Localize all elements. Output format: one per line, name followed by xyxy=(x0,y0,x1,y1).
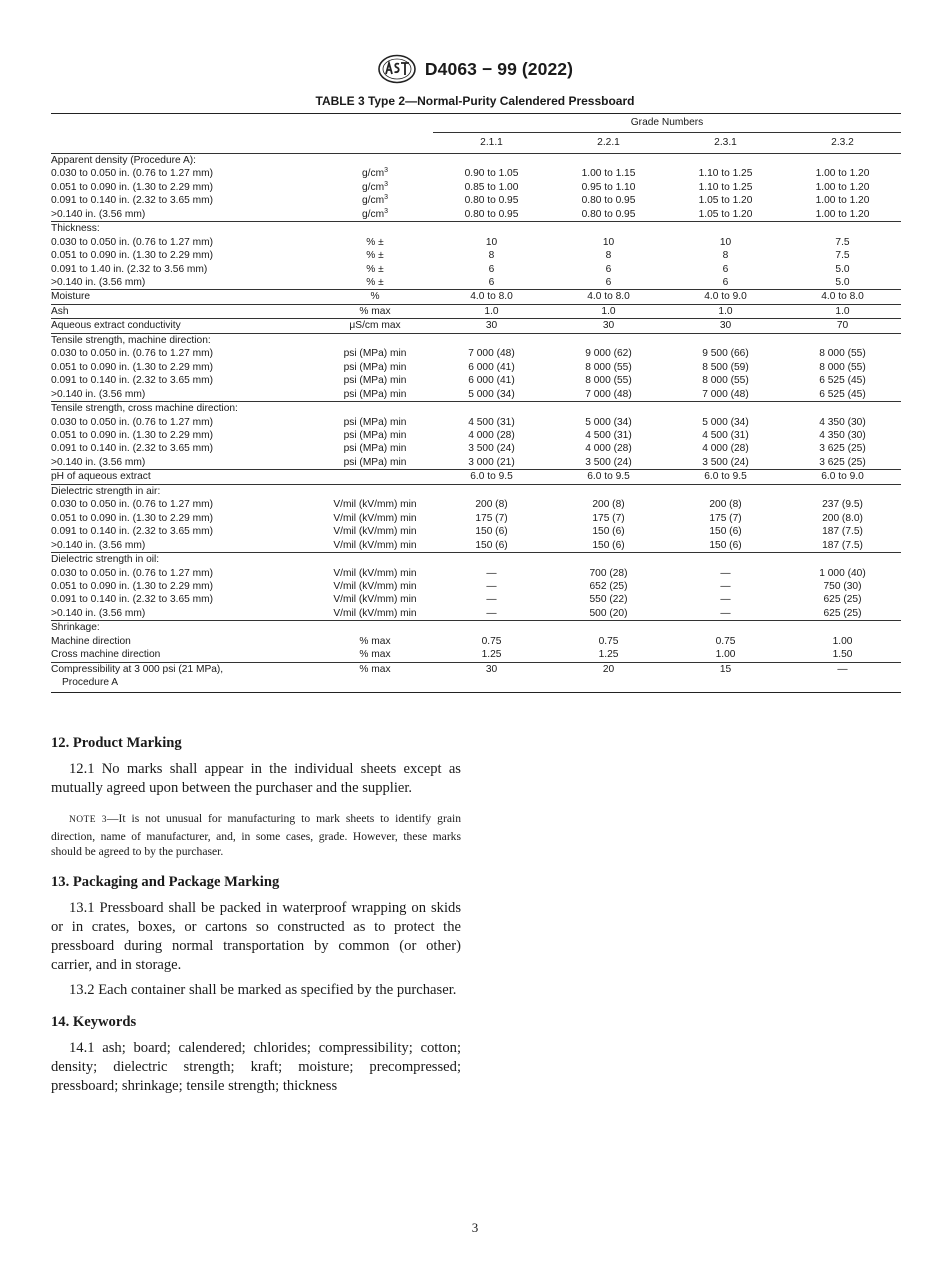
value-cell: 3 000 (21) xyxy=(433,456,550,470)
table-row xyxy=(51,648,901,662)
note-text: —It is not unusual for manufacturing to mark sheets to identify grain direction, name of manufacturer, and, in some cases, grade. However, these marks should be agreed to by the purchaser. xyxy=(51,812,461,858)
table-row xyxy=(51,498,901,511)
section-heading-row xyxy=(51,484,901,498)
value-cell: 6 525 (45) xyxy=(819,375,866,387)
value-cell: 1.00 to 1.20 xyxy=(784,208,901,222)
row-unit xyxy=(317,525,433,538)
spec-table xyxy=(51,113,901,693)
row-label: 0.091 to 0.140 in. (2.32 to 3.65 mm) xyxy=(51,594,213,606)
value-cell: 10 xyxy=(485,236,498,248)
row-label: 0.091 to 0.140 in. (2.32 to 3.65 mm) xyxy=(51,195,213,207)
section-heading-row xyxy=(51,402,901,416)
header-spacer xyxy=(317,133,433,153)
table-row xyxy=(51,347,901,360)
row-unit xyxy=(317,648,433,662)
row-label-line: Compressibility at 3 000 psi (21 MPa), xyxy=(51,663,224,675)
value-cell: 6 xyxy=(605,263,612,275)
value-cell: 187 (7.5) xyxy=(784,539,901,553)
section-heading: Dielectric strength in oil: xyxy=(51,554,160,566)
table-row xyxy=(51,194,901,207)
value-cell: 150 (6) xyxy=(475,526,508,538)
grade-header: 2.1.1 xyxy=(433,133,550,153)
value-cell: 70 xyxy=(784,319,901,333)
value-cell: 700 (28) xyxy=(589,567,628,579)
spec-table-container xyxy=(51,113,900,693)
row-unit xyxy=(317,442,433,455)
row-unit xyxy=(317,635,433,648)
unit-text: % max xyxy=(359,649,391,661)
row-label: 0.030 to 0.050 in. (0.76 to 1.27 mm) xyxy=(51,236,213,248)
value-cell: 6.0 to 9.5 xyxy=(550,470,667,484)
row-label: 0.051 to 0.090 in. (1.30 to 2.29 mm) xyxy=(51,512,213,524)
value-cell: 5 000 (34) xyxy=(585,416,632,428)
grade-header: 2.2.1 xyxy=(550,133,667,153)
unit-superscript: 3 xyxy=(384,167,388,175)
section-heading-13: 13. Packaging and Package Marking xyxy=(51,873,280,890)
value-cell: 1.50 xyxy=(784,648,901,662)
document-header xyxy=(0,52,950,86)
value-cell: 4 500 (31) xyxy=(468,416,515,428)
value-cell: 7 000 (48) xyxy=(468,348,515,360)
value-cell: 8 500 (59) xyxy=(702,361,749,373)
row-unit xyxy=(317,456,433,470)
row-unit xyxy=(317,194,433,207)
value-cell: 8 000 (55) xyxy=(702,375,749,387)
unit-superscript: 3 xyxy=(384,194,388,202)
row-label: Machine direction xyxy=(51,635,131,647)
value-cell: 6 525 (45) xyxy=(784,388,901,402)
unit-text: V/mil (kV/mm) min xyxy=(333,526,417,538)
value-cell: 6.0 to 9.5 xyxy=(667,470,784,484)
row-label: 0.051 to 0.090 in. (1.30 to 2.29 mm) xyxy=(51,429,213,441)
grade-header: 2.3.2 xyxy=(784,133,901,153)
row-label xyxy=(51,662,317,692)
value-cell: 4 000 (28) xyxy=(702,443,749,455)
unit-text: psi (MPa) min xyxy=(343,416,407,428)
value-cell: — xyxy=(720,594,731,606)
value-cell: 187 (7.5) xyxy=(822,526,863,538)
value-cell: 4.0 to 8.0 xyxy=(784,290,901,304)
value-cell: — xyxy=(667,607,784,621)
unit-text: psi (MPa) min xyxy=(343,375,407,387)
grade-numbers-header: Grade Numbers xyxy=(433,114,901,133)
value-cell: 6.0 to 9.5 xyxy=(433,470,550,484)
section-heading-row xyxy=(51,333,901,347)
row-unit xyxy=(317,567,433,580)
value-cell: 0.75 xyxy=(598,635,619,647)
section-heading: Tensile strength, machine direction: xyxy=(51,334,211,346)
value-cell: — xyxy=(784,662,901,692)
row-unit xyxy=(317,416,433,429)
unit-text: psi (MPa) min xyxy=(343,348,407,360)
value-cell: 500 (20) xyxy=(550,607,667,621)
value-cell: 7.5 xyxy=(835,250,850,262)
grade-header: 2.3.1 xyxy=(667,133,784,153)
row-label: pH of aqueous extract xyxy=(51,470,317,484)
value-cell: 9 000 (62) xyxy=(585,348,632,360)
row-label: Ash xyxy=(51,304,317,318)
unit-text: % max xyxy=(359,305,391,317)
row-label: 0.030 to 0.050 in. (0.76 to 1.27 mm) xyxy=(51,416,213,428)
value-cell: 175 (7) xyxy=(592,512,625,524)
section-heading-12: 12. Product Marking xyxy=(51,735,182,751)
value-cell: 1.00 to 1.20 xyxy=(815,195,870,207)
row-label: 0.051 to 0.090 in. (1.30 to 2.29 mm) xyxy=(51,580,213,592)
row-unit xyxy=(317,429,433,442)
value-cell: 9 500 (66) xyxy=(702,348,749,360)
row-label: 0.030 to 0.050 in. (0.76 to 1.27 mm) xyxy=(51,348,213,360)
value-cell: 0.80 to 0.95 xyxy=(433,208,550,222)
unit-text: μS/cm max xyxy=(349,320,401,332)
unit-text: V/mil (kV/mm) min xyxy=(333,594,417,606)
row-unit xyxy=(317,662,433,692)
value-cell: 1.00 xyxy=(832,635,853,647)
unit-text: V/mil (kV/mm) min xyxy=(333,607,417,619)
unit-text: % max xyxy=(359,635,391,647)
value-cell: 8 000 (55) xyxy=(585,361,632,373)
table-row xyxy=(51,512,901,525)
table-row xyxy=(51,470,901,484)
row-unit xyxy=(317,374,433,387)
table-row xyxy=(51,249,901,262)
section-heading: Dielectric strength in air: xyxy=(51,485,161,497)
table-row xyxy=(51,388,901,402)
value-cell: 7 000 (48) xyxy=(550,388,667,402)
value-cell: 1.10 to 1.25 xyxy=(698,181,753,193)
value-cell: 3 500 (24) xyxy=(468,443,515,455)
value-cell: 4 000 (28) xyxy=(468,429,515,441)
value-cell: 5 000 (34) xyxy=(702,416,749,428)
value-cell: 0.90 to 1.05 xyxy=(464,168,519,180)
value-cell: 5.0 xyxy=(784,276,901,290)
table-row xyxy=(51,290,901,304)
body-text xyxy=(51,733,461,1096)
value-cell: 8 xyxy=(722,250,729,262)
value-cell: 6 xyxy=(488,263,495,275)
unit-text: V/mil (kV/mm) min xyxy=(333,499,417,511)
value-cell: 1.0 xyxy=(784,304,901,318)
value-cell: 4 000 (28) xyxy=(585,443,632,455)
value-cell: 4 500 (31) xyxy=(585,429,632,441)
row-unit xyxy=(317,470,433,484)
value-cell: 200 (8) xyxy=(592,499,625,511)
value-cell: 237 (9.5) xyxy=(822,499,863,511)
table-row xyxy=(51,361,901,374)
value-cell: 200 (8.0) xyxy=(822,512,863,524)
value-cell: 3 500 (24) xyxy=(550,456,667,470)
paragraph-13-2: 13.2 Each container shall be marked as specified by the purchaser. xyxy=(69,981,457,998)
value-cell: 625 (25) xyxy=(823,594,862,606)
note-label: NOTE 3 xyxy=(69,815,107,825)
value-cell: 0.75 xyxy=(715,635,736,647)
row-unit xyxy=(317,249,433,262)
row-unit xyxy=(317,580,433,593)
row-unit xyxy=(317,361,433,374)
row-label: >0.140 in. (3.56 mm) xyxy=(51,276,317,290)
section-heading-row xyxy=(51,153,901,167)
value-cell: 1.25 xyxy=(550,648,667,662)
row-label: 0.091 to 0.140 in. (2.32 to 3.65 mm) xyxy=(51,375,213,387)
value-cell: 150 (6) xyxy=(667,539,784,553)
section-heading: Thickness: xyxy=(51,223,100,235)
row-unit xyxy=(317,498,433,511)
row-label: 0.051 to 0.090 in. (1.30 to 2.29 mm) xyxy=(51,181,213,193)
row-label: 0.091 to 0.140 in. (2.32 to 3.65 mm) xyxy=(51,443,213,455)
value-cell: 0.80 to 0.95 xyxy=(550,208,667,222)
unit-superscript: 3 xyxy=(384,180,388,188)
value-cell: — xyxy=(486,567,497,579)
table-row xyxy=(51,263,901,276)
value-cell: — xyxy=(486,580,497,592)
value-cell: 7 000 (48) xyxy=(667,388,784,402)
value-cell: 1.00 to 1.20 xyxy=(815,181,870,193)
unit-text: % xyxy=(370,291,380,303)
value-cell: 8 000 (55) xyxy=(819,348,866,360)
value-cell: 4.0 to 8.0 xyxy=(433,290,550,304)
value-cell: 4 350 (30) xyxy=(819,429,866,441)
value-cell: 3 500 (24) xyxy=(667,456,784,470)
value-cell: 1.00 xyxy=(667,648,784,662)
value-cell: 0.85 to 1.00 xyxy=(464,181,519,193)
header-spacer xyxy=(51,133,317,153)
row-label: Cross machine direction xyxy=(51,648,317,662)
unit-text: g/cm xyxy=(362,181,385,193)
value-cell: 1.10 to 1.25 xyxy=(698,168,753,180)
table-row xyxy=(51,593,901,606)
unit-superscript: 3 xyxy=(384,207,388,215)
unit-text: g/cm xyxy=(362,195,385,207)
value-cell: 6 xyxy=(550,276,667,290)
table-row xyxy=(51,304,901,318)
unit-text: g/cm xyxy=(362,168,385,180)
value-cell: 6 xyxy=(433,276,550,290)
value-cell: 10 xyxy=(602,236,615,248)
table-row xyxy=(51,429,901,442)
value-cell: 4 350 (30) xyxy=(819,416,866,428)
unit-text: g/cm xyxy=(362,208,385,220)
value-cell: 200 (8) xyxy=(475,499,508,511)
value-cell: 6 000 (41) xyxy=(468,361,515,373)
row-unit xyxy=(317,539,433,553)
value-cell: 150 (6) xyxy=(550,539,667,553)
value-cell: — xyxy=(433,607,550,621)
section-heading-row xyxy=(51,222,901,236)
row-unit xyxy=(317,276,433,290)
unit-text: V/mil (kV/mm) min xyxy=(333,567,417,579)
row-label: 0.091 to 0.140 in. (2.32 to 3.65 mm) xyxy=(51,526,213,538)
value-cell: 750 (30) xyxy=(823,580,862,592)
row-unit xyxy=(317,167,433,180)
value-cell: 6 000 (41) xyxy=(468,375,515,387)
value-cell: 1.0 xyxy=(433,304,550,318)
value-cell: 1.25 xyxy=(433,648,550,662)
section-heading: Tensile strength, cross machine direction: xyxy=(51,403,238,415)
value-cell: 150 (6) xyxy=(709,526,742,538)
row-unit xyxy=(317,304,433,318)
section-heading-row xyxy=(51,553,901,567)
unit-text: % ± xyxy=(366,276,384,288)
table-row xyxy=(51,539,901,553)
value-cell: 6.0 to 9.0 xyxy=(784,470,901,484)
value-cell: 652 (25) xyxy=(589,580,628,592)
value-cell: 1.00 to 1.20 xyxy=(815,168,870,180)
value-cell: 1.00 to 1.15 xyxy=(581,168,636,180)
value-cell: 625 (25) xyxy=(784,607,901,621)
paragraph-14-1: 14.1 ash; board; calendered; chlorides; compressibility; cotton; density; dielectric strength; kraft; moisture; precompressed; pressboard; shrinkage; tensile strength; thickness xyxy=(51,1039,461,1094)
row-label: 0.030 to 0.050 in. (0.76 to 1.27 mm) xyxy=(51,499,213,511)
row-label: 0.091 to 1.40 in. (2.32 to 3.56 mm) xyxy=(51,263,208,275)
table-row xyxy=(51,567,901,580)
value-cell: 1.0 xyxy=(550,304,667,318)
section-heading: Shrinkage: xyxy=(51,622,100,634)
row-label: 0.030 to 0.050 in. (0.76 to 1.27 mm) xyxy=(51,567,213,579)
row-unit xyxy=(317,290,433,304)
table-row xyxy=(51,167,901,180)
value-cell: 15 xyxy=(667,662,784,692)
value-cell: 4.0 to 8.0 xyxy=(550,290,667,304)
value-cell: 5 000 (34) xyxy=(433,388,550,402)
value-cell: 1 000 (40) xyxy=(819,567,866,579)
section-heading-row xyxy=(51,621,901,635)
unit-text: psi (MPa) min xyxy=(343,388,407,400)
value-cell: — xyxy=(486,594,497,606)
table-row xyxy=(51,662,901,692)
table-row xyxy=(51,181,901,194)
astm-logo-icon xyxy=(377,54,417,84)
value-cell: 6 xyxy=(722,263,729,275)
value-cell: 0.75 xyxy=(481,635,502,647)
row-label: 0.051 to 0.090 in. (1.30 to 2.29 mm) xyxy=(51,250,213,262)
value-cell: 1.0 xyxy=(667,304,784,318)
value-cell: 0.80 to 0.95 xyxy=(464,195,519,207)
value-cell: 8 xyxy=(488,250,495,262)
row-unit xyxy=(317,347,433,360)
unit-text: % max xyxy=(359,663,391,675)
table-row xyxy=(51,456,901,470)
table-row xyxy=(51,580,901,593)
row-label: >0.140 in. (3.56 mm) xyxy=(51,388,317,402)
value-cell: 0.95 to 1.10 xyxy=(581,181,636,193)
table-row xyxy=(51,319,901,333)
table-row xyxy=(51,525,901,538)
row-unit xyxy=(317,607,433,621)
unit-text: V/mil (kV/mm) min xyxy=(333,580,417,592)
value-cell: 200 (8) xyxy=(709,499,742,511)
value-cell: 175 (7) xyxy=(475,512,508,524)
row-label: 0.030 to 0.050 in. (0.76 to 1.27 mm) xyxy=(51,168,213,180)
value-cell: 3 625 (25) xyxy=(819,443,866,455)
unit-text: psi (MPa) min xyxy=(343,456,407,468)
row-unit xyxy=(317,593,433,606)
value-cell: 30 xyxy=(433,662,550,692)
row-label: >0.140 in. (3.56 mm) xyxy=(51,607,317,621)
unit-text: V/mil (kV/mm) min xyxy=(333,539,417,551)
value-cell: 1.05 to 1.20 xyxy=(698,195,753,207)
unit-text: psi (MPa) min xyxy=(343,443,407,455)
value-cell: 5.0 xyxy=(835,263,850,275)
value-cell: 1.05 to 1.20 xyxy=(667,208,784,222)
table-row xyxy=(51,416,901,429)
row-label: Moisture xyxy=(51,290,317,304)
row-label: >0.140 in. (3.56 mm) xyxy=(51,456,317,470)
value-cell: 150 (6) xyxy=(592,526,625,538)
row-label: Aqueous extract conductivity xyxy=(51,319,317,333)
row-unit xyxy=(317,208,433,222)
value-cell: 8 000 (55) xyxy=(819,361,866,373)
table-row xyxy=(51,276,901,290)
page-number: 3 xyxy=(471,1220,479,1235)
unit-text: psi (MPa) min xyxy=(343,429,407,441)
table-row xyxy=(51,374,901,387)
table-row xyxy=(51,208,901,222)
paragraph-13-1: 13.1 Pressboard shall be packed in waterproof wrapping on skids or in crates, boxes, or cartons so constructed as to protect the pressboard during normal transportation by common (or other) carrier, and in storage. xyxy=(51,899,461,973)
table-row xyxy=(51,442,901,455)
value-cell: 6 xyxy=(667,276,784,290)
row-label: >0.140 in. (3.56 mm) xyxy=(51,208,317,222)
section-heading-14: 14. Keywords xyxy=(51,1013,137,1030)
value-cell: 150 (6) xyxy=(433,539,550,553)
row-label: 0.051 to 0.090 in. (1.30 to 2.29 mm) xyxy=(51,361,213,373)
value-cell: 30 xyxy=(550,319,667,333)
table-title: TABLE 3 Type 2—Normal-Purity Calendered Pressboard xyxy=(315,94,635,108)
value-cell: 4.0 to 9.0 xyxy=(667,290,784,304)
paragraph-12-1: 12.1 No marks shall appear in the individual sheets except as mutually agreed upon between the purchaser and the supplier. xyxy=(51,761,461,796)
row-unit xyxy=(317,388,433,402)
value-cell: 0.80 to 0.95 xyxy=(581,195,636,207)
table-row xyxy=(51,236,901,249)
row-label-continuation: Procedure A xyxy=(62,677,119,689)
row-unit xyxy=(317,263,433,276)
unit-text: % ± xyxy=(366,263,384,275)
value-cell: 30 xyxy=(433,319,550,333)
row-label: >0.140 in. (3.56 mm) xyxy=(51,539,317,553)
value-cell: 30 xyxy=(667,319,784,333)
section-heading: Apparent density (Procedure A): xyxy=(51,154,196,166)
value-cell: 175 (7) xyxy=(709,512,742,524)
value-cell: — xyxy=(720,580,731,592)
unit-text: V/mil (kV/mm) min xyxy=(333,512,417,524)
document-designation: D4063 − 99 (2022) xyxy=(424,58,574,79)
value-cell: 3 625 (25) xyxy=(784,456,901,470)
value-cell: 8 xyxy=(605,250,612,262)
value-cell: — xyxy=(720,567,731,579)
row-unit xyxy=(317,319,433,333)
table-row xyxy=(51,635,901,648)
note-3 xyxy=(51,811,461,860)
row-unit xyxy=(317,181,433,194)
row-unit xyxy=(317,236,433,249)
unit-text: psi (MPa) min xyxy=(343,361,407,373)
unit-text: % ± xyxy=(366,236,384,248)
value-cell: 4 500 (31) xyxy=(702,429,749,441)
unit-text: % ± xyxy=(366,250,384,262)
value-cell: 8 000 (55) xyxy=(585,375,632,387)
value-cell: 7.5 xyxy=(835,236,850,248)
value-cell: 10 xyxy=(719,236,732,248)
row-unit xyxy=(317,512,433,525)
table-row xyxy=(51,607,901,621)
value-cell: 550 (22) xyxy=(589,594,628,606)
value-cell: 20 xyxy=(550,662,667,692)
